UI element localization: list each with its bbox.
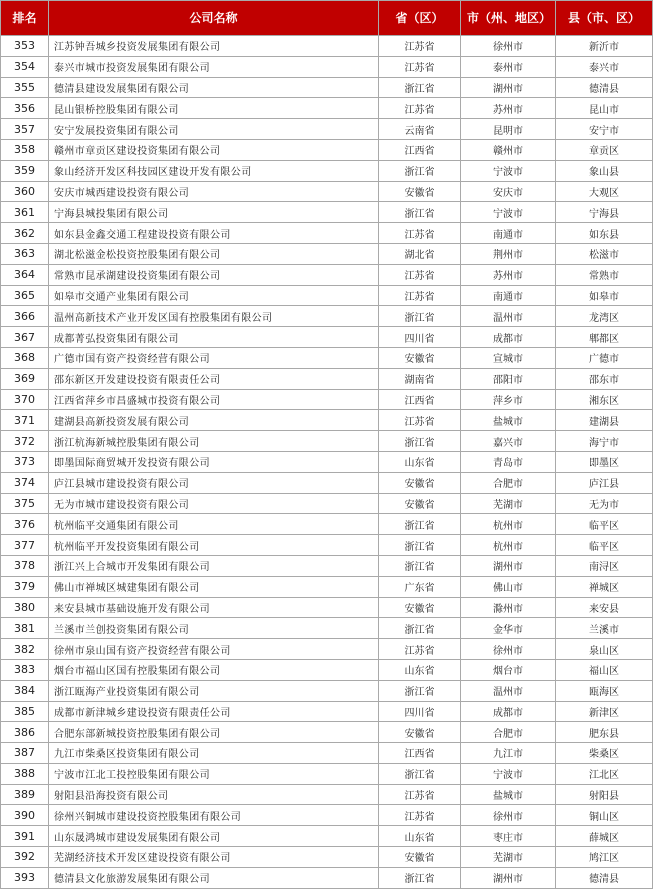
- county-cell: 新沂市: [556, 36, 653, 57]
- city-cell: 合肥市: [461, 722, 556, 743]
- province-cell: 浙江省: [379, 535, 461, 556]
- city-cell: 荆州市: [461, 243, 556, 264]
- city-cell: 萍乡市: [461, 389, 556, 410]
- rank-cell: 372: [1, 431, 49, 452]
- county-cell: 松滋市: [556, 243, 653, 264]
- rank-cell: 383: [1, 659, 49, 680]
- company-cell: 江苏钟吾城乡投资发展集团有限公司: [49, 36, 379, 57]
- province-cell: 江西省: [379, 389, 461, 410]
- table-row: [1, 472, 653, 493]
- county-cell: 邵东市: [556, 368, 653, 389]
- table-row: [1, 347, 653, 368]
- table-row: [1, 368, 653, 389]
- city-cell: 合肥市: [461, 472, 556, 493]
- company-cell: 成都市新津城乡建设投资有限责任公司: [49, 701, 379, 722]
- company-cell: 徐州市泉山国有资产投资经营有限公司: [49, 639, 379, 660]
- province-cell: 江苏省: [379, 410, 461, 431]
- table-row: [1, 160, 653, 181]
- table-row: [1, 306, 653, 327]
- county-cell: 湘东区: [556, 389, 653, 410]
- company-cell: 江西省萍乡市昌盛城市投资有限公司: [49, 389, 379, 410]
- province-cell: 浙江省: [379, 763, 461, 784]
- company-cell: 庐江县城市建设投资有限公司: [49, 472, 379, 493]
- city-cell: 成都市: [461, 327, 556, 348]
- company-cell: 来安县城市基础设施开发有限公司: [49, 597, 379, 618]
- county-cell: 来安县: [556, 597, 653, 618]
- county-cell: 柴桑区: [556, 743, 653, 764]
- company-cell: 安宁发展投资集团有限公司: [49, 119, 379, 140]
- province-cell: 江苏省: [379, 805, 461, 826]
- col-header-company: 公司名称: [49, 1, 379, 36]
- county-cell: 新津区: [556, 701, 653, 722]
- county-cell: 瓯海区: [556, 680, 653, 701]
- province-cell: 浙江省: [379, 160, 461, 181]
- city-cell: 杭州市: [461, 514, 556, 535]
- county-cell: 泉山区: [556, 639, 653, 660]
- county-cell: 薛城区: [556, 826, 653, 847]
- province-cell: 江苏省: [379, 784, 461, 805]
- city-cell: 邵阳市: [461, 368, 556, 389]
- rank-cell: 384: [1, 680, 49, 701]
- city-cell: 九江市: [461, 743, 556, 764]
- city-cell: 青岛市: [461, 451, 556, 472]
- table-body: [1, 36, 653, 889]
- table-row: [1, 659, 653, 680]
- county-cell: 南浔区: [556, 555, 653, 576]
- county-cell: 即墨区: [556, 451, 653, 472]
- table-row: [1, 514, 653, 535]
- province-cell: 山东省: [379, 451, 461, 472]
- company-cell: 佛山市禅城区城建集团有限公司: [49, 576, 379, 597]
- city-cell: 昆明市: [461, 119, 556, 140]
- province-cell: 江西省: [379, 139, 461, 160]
- rank-cell: 370: [1, 389, 49, 410]
- rank-cell: 385: [1, 701, 49, 722]
- city-cell: 宁波市: [461, 202, 556, 223]
- county-cell: 安宁市: [556, 119, 653, 140]
- city-cell: 徐州市: [461, 639, 556, 660]
- col-header-county: 县（市、区）: [556, 1, 653, 36]
- city-cell: 佛山市: [461, 576, 556, 597]
- company-cell: 即墨国际商贸城开发投资有限公司: [49, 451, 379, 472]
- county-cell: 如东县: [556, 223, 653, 244]
- table-row: [1, 784, 653, 805]
- table-row: [1, 597, 653, 618]
- table-row: [1, 493, 653, 514]
- province-cell: 江苏省: [379, 223, 461, 244]
- province-cell: 安徽省: [379, 847, 461, 868]
- province-cell: 安徽省: [379, 181, 461, 202]
- col-header-city: 市（州、地区）: [461, 1, 556, 36]
- table-row: [1, 98, 653, 119]
- company-cell: 温州高新技术产业开发区国有控股集团有限公司: [49, 306, 379, 327]
- city-cell: 湖州市: [461, 555, 556, 576]
- rank-cell: 387: [1, 743, 49, 764]
- county-cell: 临平区: [556, 535, 653, 556]
- city-cell: 泰州市: [461, 56, 556, 77]
- county-cell: 建湖县: [556, 410, 653, 431]
- county-cell: 如皋市: [556, 285, 653, 306]
- rank-cell: 382: [1, 639, 49, 660]
- city-cell: 苏州市: [461, 98, 556, 119]
- rank-cell: 377: [1, 535, 49, 556]
- table-row: [1, 77, 653, 98]
- county-cell: 龙湾区: [556, 306, 653, 327]
- province-cell: 安徽省: [379, 347, 461, 368]
- province-cell: 浙江省: [379, 867, 461, 888]
- province-cell: 湖北省: [379, 243, 461, 264]
- county-cell: 禅城区: [556, 576, 653, 597]
- col-header-rank: 排名: [1, 1, 49, 36]
- rank-cell: 388: [1, 763, 49, 784]
- city-cell: 宁波市: [461, 160, 556, 181]
- company-cell: 山东晟鸿城市建设发展集团有限公司: [49, 826, 379, 847]
- company-cell: 烟台市福山区国有控股集团有限公司: [49, 659, 379, 680]
- county-cell: 德清县: [556, 77, 653, 98]
- company-cell: 建湖县高新投资发展有限公司: [49, 410, 379, 431]
- company-cell: 浙江瓯海产业投资集团有限公司: [49, 680, 379, 701]
- county-cell: 鸠江区: [556, 847, 653, 868]
- table-row: [1, 743, 653, 764]
- table-row: [1, 223, 653, 244]
- rank-cell: 376: [1, 514, 49, 535]
- table-row: [1, 618, 653, 639]
- company-cell: 杭州临平开发投资集团有限公司: [49, 535, 379, 556]
- province-cell: 江苏省: [379, 56, 461, 77]
- city-cell: 南通市: [461, 285, 556, 306]
- city-cell: 成都市: [461, 701, 556, 722]
- table-row: [1, 431, 653, 452]
- county-cell: 宁海县: [556, 202, 653, 223]
- province-cell: 广东省: [379, 576, 461, 597]
- rank-cell: 374: [1, 472, 49, 493]
- province-cell: 浙江省: [379, 514, 461, 535]
- rank-cell: 368: [1, 347, 49, 368]
- city-cell: 宁波市: [461, 763, 556, 784]
- company-cell: 九江市柴桑区投资集团有限公司: [49, 743, 379, 764]
- rank-cell: 386: [1, 722, 49, 743]
- city-cell: 盐城市: [461, 410, 556, 431]
- county-cell: 肥东县: [556, 722, 653, 743]
- table-row: [1, 826, 653, 847]
- company-cell: 赣州市章贡区建设投资集团有限公司: [49, 139, 379, 160]
- company-cell: 射阳县沿海投资有限公司: [49, 784, 379, 805]
- rank-cell: 392: [1, 847, 49, 868]
- company-cell: 芜湖经济技术开发区建设投资有限公司: [49, 847, 379, 868]
- county-cell: 广德市: [556, 347, 653, 368]
- table-row: [1, 243, 653, 264]
- table-row: [1, 701, 653, 722]
- table-row: [1, 285, 653, 306]
- company-cell: 兰溪市兰创投资集团有限公司: [49, 618, 379, 639]
- table-row: [1, 576, 653, 597]
- company-cell: 无为市城市建设投资有限公司: [49, 493, 379, 514]
- province-cell: 安徽省: [379, 493, 461, 514]
- rank-cell: 391: [1, 826, 49, 847]
- province-cell: 浙江省: [379, 77, 461, 98]
- table-row: [1, 451, 653, 472]
- province-cell: 山东省: [379, 659, 461, 680]
- province-cell: 浙江省: [379, 431, 461, 452]
- table-row: [1, 555, 653, 576]
- rank-cell: 389: [1, 784, 49, 805]
- city-cell: 宣城市: [461, 347, 556, 368]
- province-cell: 江苏省: [379, 285, 461, 306]
- company-cell: 如东县金鑫交通工程建设投资有限公司: [49, 223, 379, 244]
- city-cell: 苏州市: [461, 264, 556, 285]
- county-cell: 铜山区: [556, 805, 653, 826]
- rank-cell: 353: [1, 36, 49, 57]
- province-cell: 江苏省: [379, 639, 461, 660]
- table-row: [1, 763, 653, 784]
- rank-cell: 359: [1, 160, 49, 181]
- table-row: [1, 639, 653, 660]
- company-cell: 象山经济开发区科技园区建设开发有限公司: [49, 160, 379, 181]
- city-cell: 芜湖市: [461, 847, 556, 868]
- table-row: [1, 327, 653, 348]
- company-cell: 成都菁弘投资集团有限公司: [49, 327, 379, 348]
- county-cell: 大观区: [556, 181, 653, 202]
- province-cell: 浙江省: [379, 202, 461, 223]
- company-cell: 昆山银桥控股集团有限公司: [49, 98, 379, 119]
- province-cell: 浙江省: [379, 680, 461, 701]
- company-cell: 泰兴市城市投资发展集团有限公司: [49, 56, 379, 77]
- city-cell: 温州市: [461, 306, 556, 327]
- table-row: [1, 410, 653, 431]
- company-cell: 德清县文化旅游发展集团有限公司: [49, 867, 379, 888]
- company-cell: 邵东新区开发建设投资有限责任公司: [49, 368, 379, 389]
- company-cell: 宁海县城投集团有限公司: [49, 202, 379, 223]
- city-cell: 芜湖市: [461, 493, 556, 514]
- county-cell: 章贡区: [556, 139, 653, 160]
- table-row: [1, 722, 653, 743]
- company-cell: 如皋市交通产业集团有限公司: [49, 285, 379, 306]
- rank-cell: 365: [1, 285, 49, 306]
- province-cell: 江苏省: [379, 98, 461, 119]
- table-row: [1, 867, 653, 888]
- province-cell: 湖南省: [379, 368, 461, 389]
- table-row: [1, 56, 653, 77]
- col-header-province: 省（区）: [379, 1, 461, 36]
- rank-cell: 355: [1, 77, 49, 98]
- rank-cell: 381: [1, 618, 49, 639]
- table-row: [1, 535, 653, 556]
- table-row: [1, 139, 653, 160]
- rank-cell: 380: [1, 597, 49, 618]
- rank-cell: 375: [1, 493, 49, 514]
- city-cell: 金华市: [461, 618, 556, 639]
- county-cell: 江北区: [556, 763, 653, 784]
- rank-cell: 371: [1, 410, 49, 431]
- table-row: [1, 389, 653, 410]
- company-cell: 湖北松滋金松投资控股集团有限公司: [49, 243, 379, 264]
- province-cell: 江苏省: [379, 36, 461, 57]
- table-row: [1, 680, 653, 701]
- county-cell: 常熟市: [556, 264, 653, 285]
- city-cell: 安庆市: [461, 181, 556, 202]
- rank-cell: 379: [1, 576, 49, 597]
- county-cell: 德清县: [556, 867, 653, 888]
- table-row: [1, 847, 653, 868]
- city-cell: 嘉兴市: [461, 431, 556, 452]
- company-cell: 徐州兴铜城市建设投资控股集团有限公司: [49, 805, 379, 826]
- province-cell: 江西省: [379, 743, 461, 764]
- table-row: [1, 181, 653, 202]
- province-cell: 安徽省: [379, 472, 461, 493]
- table-row: [1, 202, 653, 223]
- company-cell: 浙江杭海新城控股集团有限公司: [49, 431, 379, 452]
- city-cell: 徐州市: [461, 36, 556, 57]
- rank-cell: 356: [1, 98, 49, 119]
- county-cell: 福山区: [556, 659, 653, 680]
- city-cell: 滁州市: [461, 597, 556, 618]
- county-cell: 无为市: [556, 493, 653, 514]
- rank-cell: 366: [1, 306, 49, 327]
- company-cell: 广德市国有资产投资经营有限公司: [49, 347, 379, 368]
- rank-cell: 358: [1, 139, 49, 160]
- county-cell: 临平区: [556, 514, 653, 535]
- county-cell: 昆山市: [556, 98, 653, 119]
- rank-cell: 354: [1, 56, 49, 77]
- rank-cell: 390: [1, 805, 49, 826]
- city-cell: 温州市: [461, 680, 556, 701]
- city-cell: 湖州市: [461, 77, 556, 98]
- header-row: [1, 1, 653, 36]
- company-cell: 宁波市江北工投控股集团有限公司: [49, 763, 379, 784]
- company-cell: 杭州临平交通集团有限公司: [49, 514, 379, 535]
- company-cell: 常熟市昆承湖建设投资集团有限公司: [49, 264, 379, 285]
- rank-cell: 367: [1, 327, 49, 348]
- rank-cell: 363: [1, 243, 49, 264]
- rank-cell: 360: [1, 181, 49, 202]
- table-row: [1, 119, 653, 140]
- province-cell: 安徽省: [379, 597, 461, 618]
- rank-cell: 364: [1, 264, 49, 285]
- rank-cell: 361: [1, 202, 49, 223]
- company-cell: 安庆市城西建设投资有限公司: [49, 181, 379, 202]
- company-cell: 德清县建设发展集团有限公司: [49, 77, 379, 98]
- rank-cell: 393: [1, 867, 49, 888]
- county-cell: 象山县: [556, 160, 653, 181]
- province-cell: 安徽省: [379, 722, 461, 743]
- table-row: [1, 264, 653, 285]
- province-cell: 浙江省: [379, 618, 461, 639]
- table-header: [1, 1, 653, 36]
- province-cell: 浙江省: [379, 306, 461, 327]
- province-cell: 江苏省: [379, 264, 461, 285]
- city-cell: 湖州市: [461, 867, 556, 888]
- county-cell: 泰兴市: [556, 56, 653, 77]
- county-cell: 兰溪市: [556, 618, 653, 639]
- city-cell: 徐州市: [461, 805, 556, 826]
- rank-cell: 378: [1, 555, 49, 576]
- county-cell: 庐江县: [556, 472, 653, 493]
- rank-cell: 369: [1, 368, 49, 389]
- province-cell: 浙江省: [379, 555, 461, 576]
- city-cell: 烟台市: [461, 659, 556, 680]
- rank-cell: 357: [1, 119, 49, 140]
- company-cell: 浙江兴上合城市开发集团有限公司: [49, 555, 379, 576]
- table-row: [1, 805, 653, 826]
- city-cell: 赣州市: [461, 139, 556, 160]
- province-cell: 山东省: [379, 826, 461, 847]
- county-cell: 射阳县: [556, 784, 653, 805]
- city-cell: 南通市: [461, 223, 556, 244]
- province-cell: 四川省: [379, 327, 461, 348]
- county-cell: 郫都区: [556, 327, 653, 348]
- company-cell: 合肥东部新城投资控股集团有限公司: [49, 722, 379, 743]
- city-cell: 盐城市: [461, 784, 556, 805]
- province-cell: 云南省: [379, 119, 461, 140]
- city-cell: 杭州市: [461, 535, 556, 556]
- table-row: [1, 36, 653, 57]
- city-cell: 枣庄市: [461, 826, 556, 847]
- rank-cell: 362: [1, 223, 49, 244]
- province-cell: 四川省: [379, 701, 461, 722]
- county-cell: 海宁市: [556, 431, 653, 452]
- rank-cell: 373: [1, 451, 49, 472]
